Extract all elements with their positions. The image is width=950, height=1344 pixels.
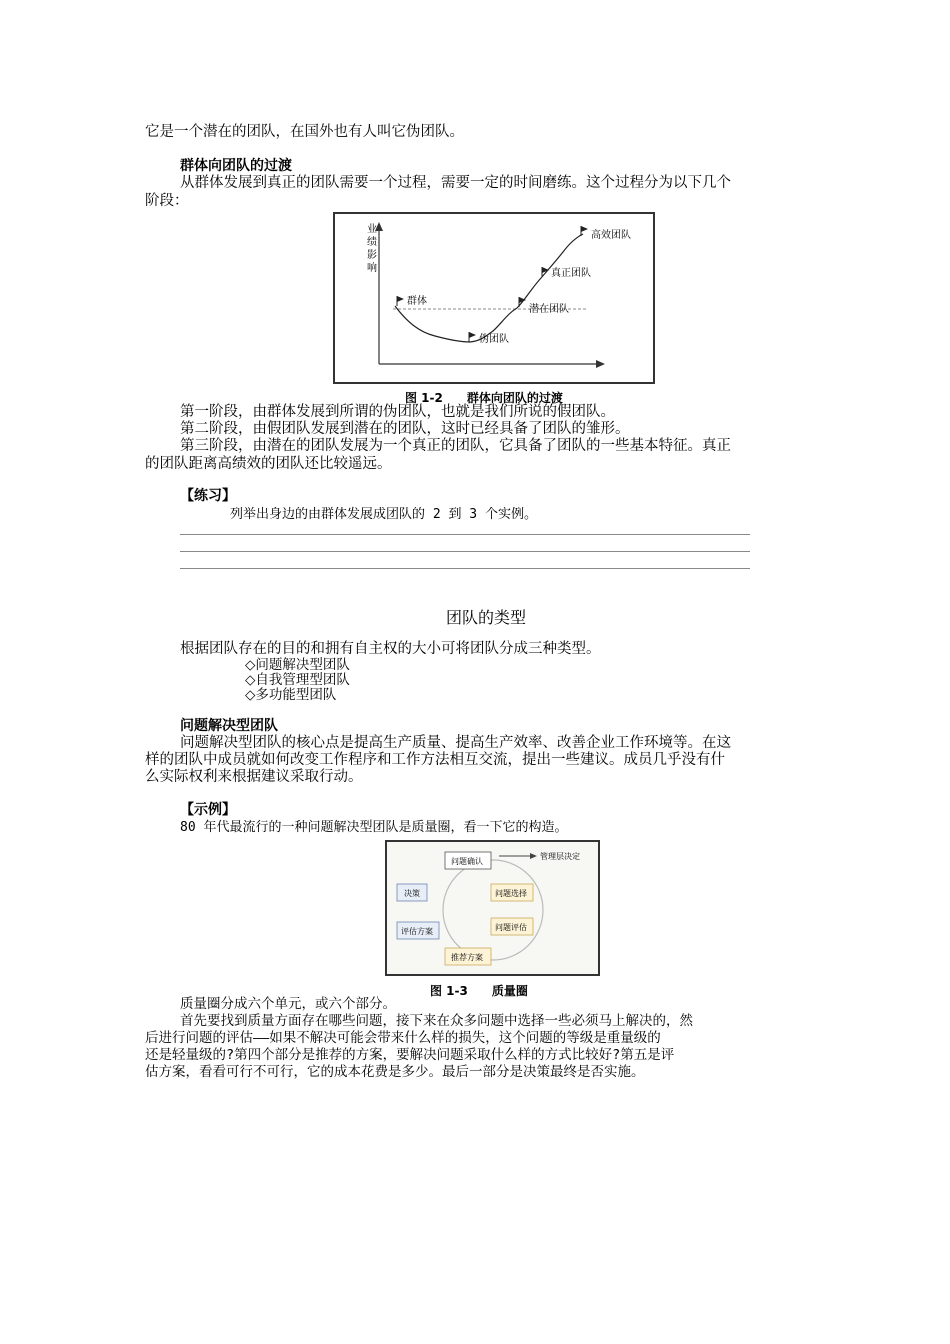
exercise-heading: 【练习】 bbox=[180, 488, 236, 504]
quality-circle-line3: 后进行问题的评估——如果不解决可能会带来什么样的损失，这个问题的等级是重量级的 bbox=[145, 1030, 661, 1046]
example-heading: 【示例】 bbox=[180, 802, 236, 818]
figure2-caption: 图 1-3 质量圈 bbox=[430, 984, 528, 998]
label-high-performance-team: 高效团队 bbox=[591, 230, 631, 241]
development-curve bbox=[395, 234, 583, 342]
flag-group-icon bbox=[397, 296, 404, 306]
box-select-label: 问题选择 bbox=[495, 889, 527, 898]
problem-solving-heading: 问题解决型团队 bbox=[180, 718, 278, 734]
box-assess-label: 评估方案 bbox=[401, 927, 433, 936]
y-axis-label-1: 业 bbox=[367, 224, 377, 235]
answer-line-2[interactable] bbox=[180, 551, 750, 552]
problem-solving-line2: 样的团队中成员就如何改变工作程序和工作方法相互交流，提出一些建议。成员几乎没有什 bbox=[145, 752, 725, 768]
quality-circle-line2: 首先要找到质量方面存在哪些问题，接下来在众多问题中选择一些必须马上解决的，然 bbox=[180, 1013, 693, 1029]
problem-solving-line1: 问题解决型团队的核心点是提高生产质量、提高生产效率、改善企业工作环境等。在这 bbox=[180, 735, 731, 751]
box-recommend bbox=[445, 948, 491, 965]
label-pseudo-team: 伪团队 bbox=[479, 334, 509, 345]
figure-quality-circle bbox=[385, 840, 600, 976]
figure-group-to-team bbox=[333, 212, 655, 384]
section-title-team-types: 团队的类型 bbox=[446, 608, 527, 627]
stage2-text: 第二阶段，由假团队发展到潜在的团队，这时已经具备了团队的雏形。 bbox=[180, 421, 630, 437]
quality-circle-diagram bbox=[387, 842, 598, 974]
management-label: 管理层决定 bbox=[540, 852, 580, 861]
figure1-caption: 图 1-2 群体向团队的过渡 bbox=[405, 391, 563, 405]
team-types-intro: 根据团队存在的目的和拥有自主权的大小可将团队分成三种类型。 bbox=[180, 641, 601, 657]
label-group: 群体 bbox=[407, 296, 427, 307]
example-line: 80 年代最流行的一种问题解决型团队是质量圈，看一下它的构造。 bbox=[180, 820, 568, 835]
box-evaluate bbox=[491, 918, 533, 935]
y-axis-label-2: 绩 bbox=[367, 237, 377, 248]
problem-solving-line3: 么实际权利来根据建议采取行动。 bbox=[145, 769, 363, 785]
box-assess bbox=[397, 922, 439, 939]
group-to-team-chart bbox=[335, 214, 653, 382]
label-potential-team: 潜在团队 bbox=[529, 304, 569, 315]
team-type-item-1: ◇问题解决型团队 bbox=[245, 657, 350, 673]
y-axis-label-4: 响 bbox=[367, 263, 377, 274]
team-type-item-2: ◇自我管理型团队 bbox=[245, 672, 350, 688]
team-type-item-3: ◇多功能型团队 bbox=[245, 687, 337, 703]
transition-heading: 群体向团队的过渡 bbox=[180, 158, 292, 174]
transition-para-line2: 阶段： bbox=[145, 193, 189, 209]
y-axis-label-3: 影 bbox=[367, 250, 377, 261]
label-real-team: 真正团队 bbox=[551, 268, 591, 279]
quality-circle-line1: 质量圈分成六个单元，或六个部分。 bbox=[180, 996, 396, 1012]
box-decide-label: 决策 bbox=[404, 889, 420, 898]
answer-line-1[interactable] bbox=[180, 534, 750, 535]
box-identify-label: 问题确认 bbox=[451, 857, 483, 866]
answer-line-3[interactable] bbox=[180, 568, 750, 569]
box-recommend-label: 推荐方案 bbox=[451, 953, 483, 962]
stage3-line1: 第三阶段，由潜在的团队发展为一个真正的团队，它具备了团队的一些基本特征。真正 bbox=[180, 438, 731, 454]
quality-circle-line5: 估方案，看看可行不可行，它的成本花费是多少。最后一部分是决策最终是否实施。 bbox=[145, 1064, 645, 1080]
x-axis-arrow bbox=[596, 360, 605, 368]
diagram-background bbox=[387, 842, 598, 974]
box-identify bbox=[445, 852, 491, 869]
intro-line: 它是一个潜在的团队，在国外也有人叫它伪团队。 bbox=[145, 124, 464, 140]
stage3-line2: 的团队距离高绩效的团队还比较遥远。 bbox=[145, 456, 392, 472]
box-select bbox=[491, 884, 533, 901]
exercise-prompt: 列举出身边的由群体发展成团队的 2 到 3 个实例。 bbox=[230, 507, 537, 522]
quality-circle-line4: 还是轻量级的?第四个部分是推荐的方案，要解决问题采取什么样的方式比较好?第五是评 bbox=[145, 1047, 675, 1063]
stage1-text: 第一阶段，由群体发展到所谓的伪团队，也就是我们所说的假团队。 bbox=[180, 404, 615, 420]
transition-para-line1: 从群体发展到真正的团队需要一个过程，需要一定的时间磨练。这个过程分为以下几个 bbox=[180, 175, 731, 191]
flag-pseudo-icon bbox=[469, 332, 476, 342]
box-decide bbox=[397, 884, 427, 901]
box-evaluate-label: 问题评估 bbox=[495, 923, 527, 932]
